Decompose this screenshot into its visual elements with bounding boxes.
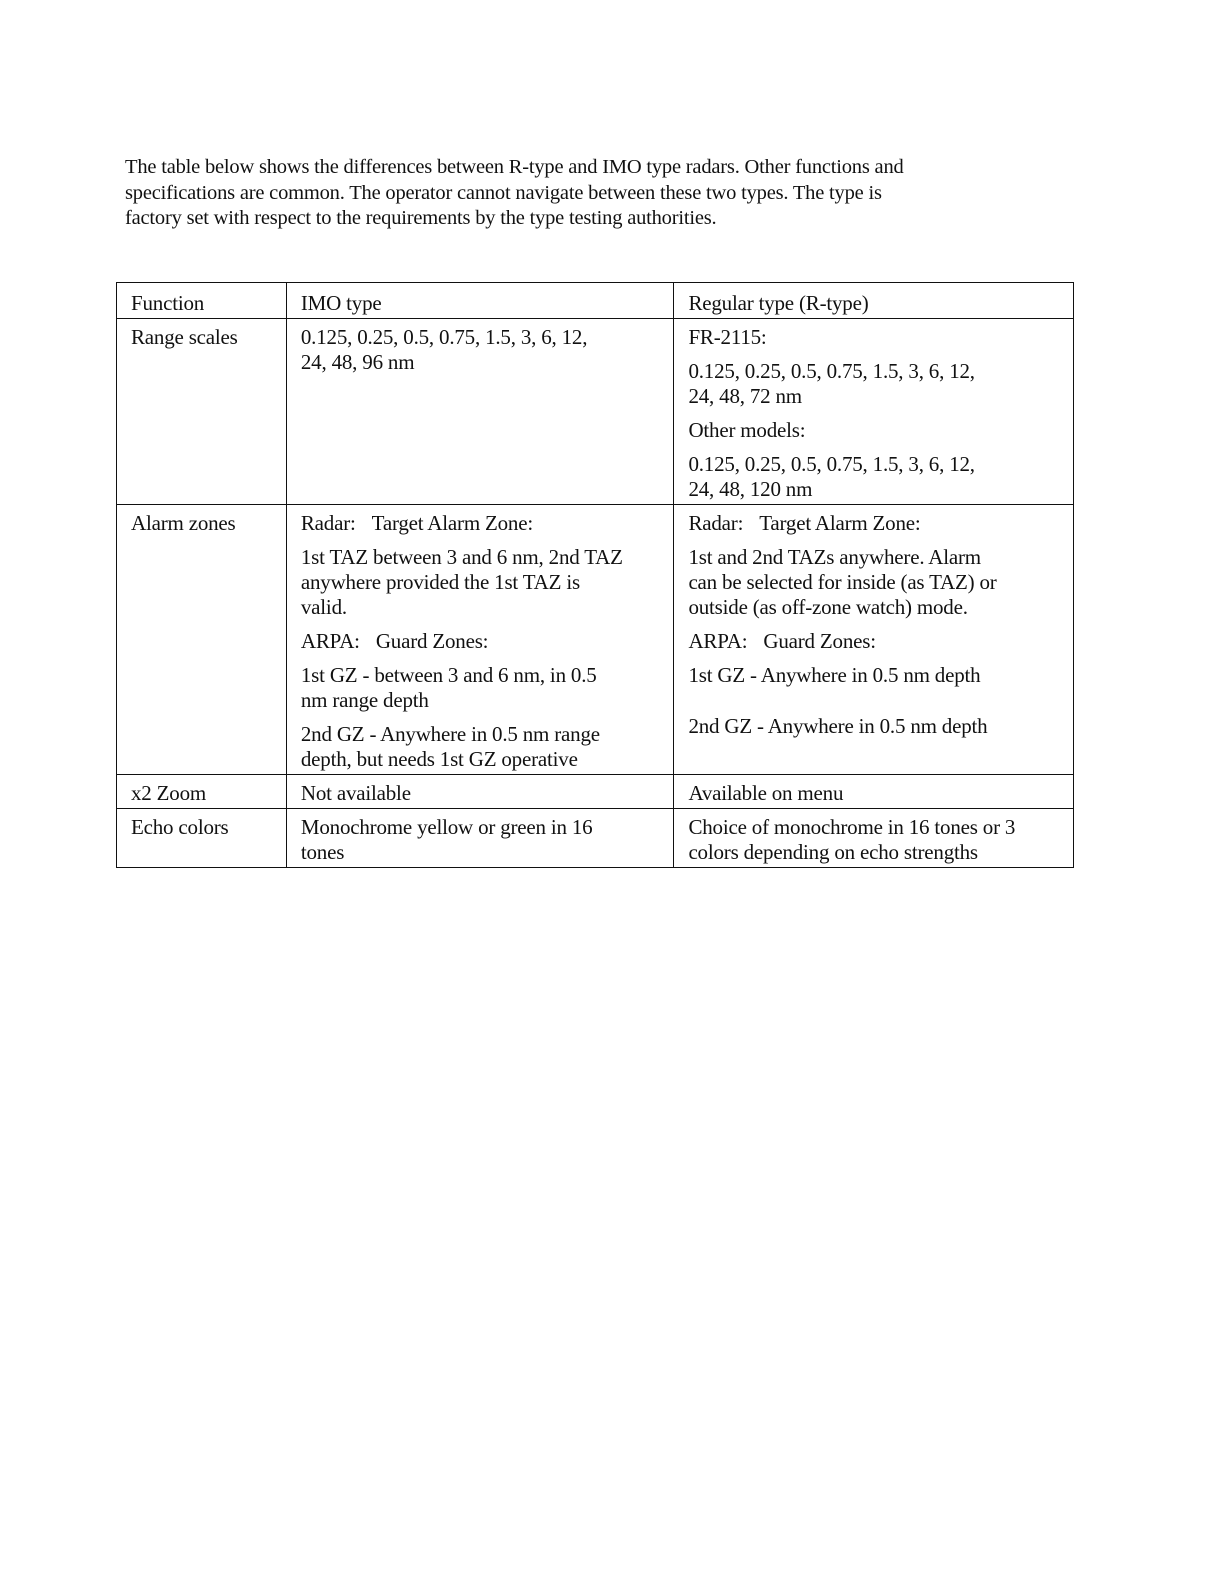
table-row-zoom [117,775,1074,809]
intro-line: factory set with respect to the requirements by the type testing authorities. [125,207,717,229]
text-line: outside (as off-zone watch) mode. [688,595,968,619]
cell-alarm-zones-regular [674,505,1074,775]
intro-paragraph [125,155,1075,232]
text-line: 2nd GZ - Anywhere in 0.5 nm depth [688,714,988,738]
text-line: depth, but needs 1st GZ operative [300,747,578,771]
cell-alarm-zones-label: Alarm zones [117,505,287,775]
arpa-label: ARPA: [300,629,360,653]
text-line: 2nd GZ - Anywhere in 0.5 nm range [300,722,600,746]
cell-range-scales-imo [286,319,674,505]
cell-alarm-zones-imo [286,505,674,775]
intro-line: specifications are common. The operator cannot navigate between these two types. The type is [125,181,882,204]
text-line: anywhere provided the 1st TAZ is [300,570,580,594]
radar-label: Radar: [300,511,356,535]
header-imo-type: IMO type [286,283,674,319]
text-line: 0.125, 0.25, 0.5, 0.75, 1.5, 3, 6, 12, [688,359,975,383]
text-line: valid. [300,595,347,619]
text-line: 24, 48, 96 nm [300,350,415,374]
text-line: 0.125, 0.25, 0.5, 0.75, 1.5, 3, 6, 12, [300,325,588,349]
model-heading: FR-2115: [688,325,767,349]
radar-label: Radar: [688,511,744,535]
text-line: 0.125, 0.25, 0.5, 0.75, 1.5, 3, 6, 12, [688,452,975,476]
text-line: 1st GZ - Anywhere in 0.5 nm depth [688,663,981,687]
text-line: 1st GZ - between 3 and 6 nm, in 0.5 [300,663,597,687]
radar-title: Target Alarm Zone: [371,511,533,535]
cell-range-scales-label: Range scales [117,319,287,505]
text-line: colors depending on echo strengths [688,840,978,864]
arpa-title: Guard Zones: [375,629,489,653]
cell-zoom-label: x2 Zoom [117,775,287,809]
radar-type-comparison-table [116,282,1074,868]
table-row-alarm-zones [117,505,1074,775]
cell-zoom-regular: Available on menu [674,775,1074,809]
cell-zoom-imo: Not available [286,775,674,809]
cell-echo-imo [286,809,674,868]
table-row-echo-colors [117,809,1074,868]
header-regular-type: Regular type (R-type) [674,283,1074,319]
text-line: 24, 48, 72 nm [688,384,802,408]
text-line: can be selected for inside (as TAZ) or [688,570,997,594]
text-line: 1st and 2nd TAZs anywhere. Alarm [688,545,981,569]
text-line: tones [300,840,345,864]
arpa-title: Guard Zones: [763,629,876,653]
cell-echo-label: Echo colors [117,809,287,868]
model-heading: Other models: [688,418,806,442]
text-line: Choice of monochrome in 16 tones or 3 [688,815,1016,839]
table-header-row [117,283,1074,319]
cell-echo-regular [674,809,1074,868]
arpa-label: ARPA: [688,629,748,653]
text-line: 1st TAZ between 3 and 6 nm, 2nd TAZ [300,545,623,569]
text-line: Monochrome yellow or green in 16 [300,815,593,839]
cell-range-scales-regular [674,319,1074,505]
header-function: Function [117,283,287,319]
radar-title: Target Alarm Zone: [759,511,921,535]
intro-line: The table below shows the differences between R-type and IMO type radars. Other functions and [125,156,904,178]
table-row-range-scales [117,319,1074,505]
text-line: nm range depth [300,688,429,712]
text-line: 24, 48, 120 nm [688,477,813,501]
